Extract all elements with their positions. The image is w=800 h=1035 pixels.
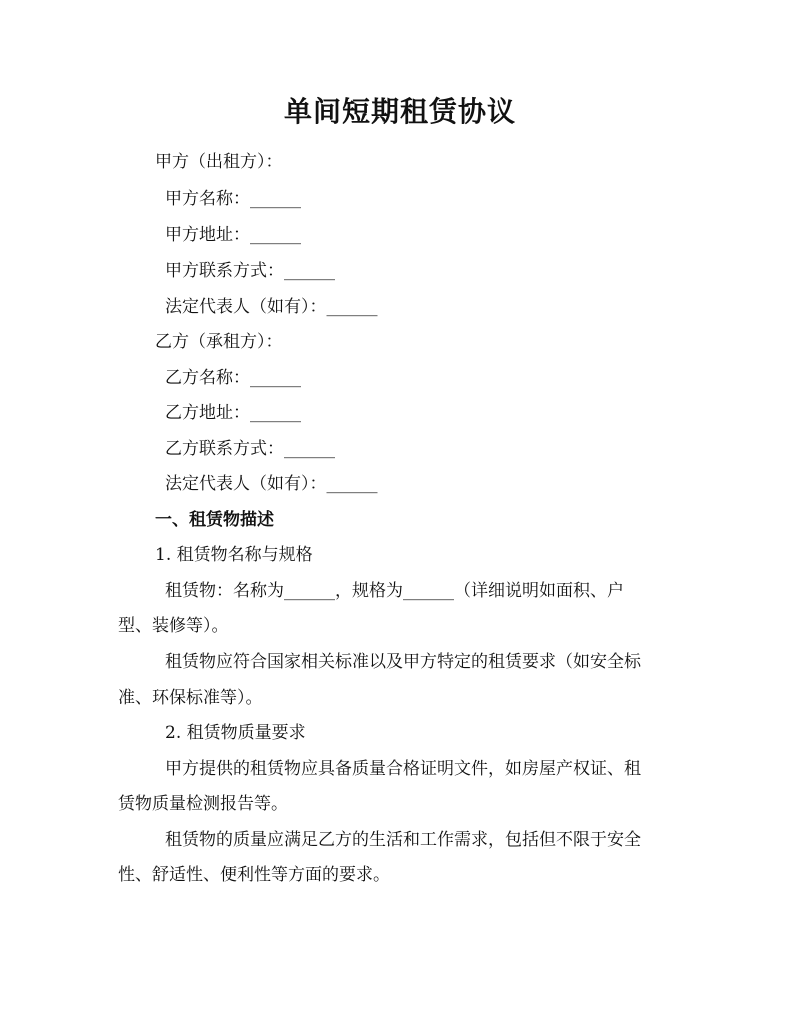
item-2-heading: 2. 租赁物质量要求 (165, 723, 306, 743)
document-title: 单间短期租赁协议 (283, 95, 516, 128)
party-a-name: 甲方名称：______ (165, 189, 301, 209)
item-1-paragraph-1-line-1: 租赁物：名称为______，规格为______（详细说明如面积、户 (165, 581, 624, 601)
party-a-legal-rep: 法定代表人（如有）：______ (165, 297, 378, 317)
item-1-paragraph-2-line-1: 租赁物应符合国家相关标准以及甲方特定的租赁要求（如安全标 (165, 652, 641, 672)
party-b-address: 乙方地址：______ (165, 403, 301, 423)
party-a-heading: 甲方（出租方）： (155, 152, 283, 172)
item-1-paragraph-2-line-2: 准、环保标准等）。 (118, 688, 263, 708)
party-a-contact: 甲方联系方式：______ (165, 261, 335, 281)
party-b-name: 乙方名称：______ (165, 368, 301, 388)
item-2-paragraph-2-line-1: 租赁物的质量应满足乙方的生活和工作需求，包括但不限于安全 (165, 830, 641, 850)
item-1-paragraph-1-line-2: 型、装修等）。 (118, 616, 229, 636)
item-2-paragraph-1-line-1: 甲方提供的租赁物应具备质量合格证明文件，如房屋产权证、租 (165, 759, 641, 779)
party-b-contact: 乙方联系方式：______ (165, 439, 335, 459)
party-b-heading: 乙方（承租方）： (155, 332, 283, 352)
party-b-legal-rep: 法定代表人（如有）：______ (165, 474, 378, 494)
party-a-address: 甲方地址：______ (165, 225, 301, 245)
item-2-paragraph-1-line-2: 赁物质量检测报告等。 (118, 794, 288, 814)
item-2-paragraph-2-line-2: 性、舒适性、便利性等方面的要求。 (118, 865, 390, 885)
section-1-heading: 一、租赁物描述 (155, 510, 274, 530)
item-1-heading: 1. 租赁物名称与规格 (155, 545, 313, 565)
